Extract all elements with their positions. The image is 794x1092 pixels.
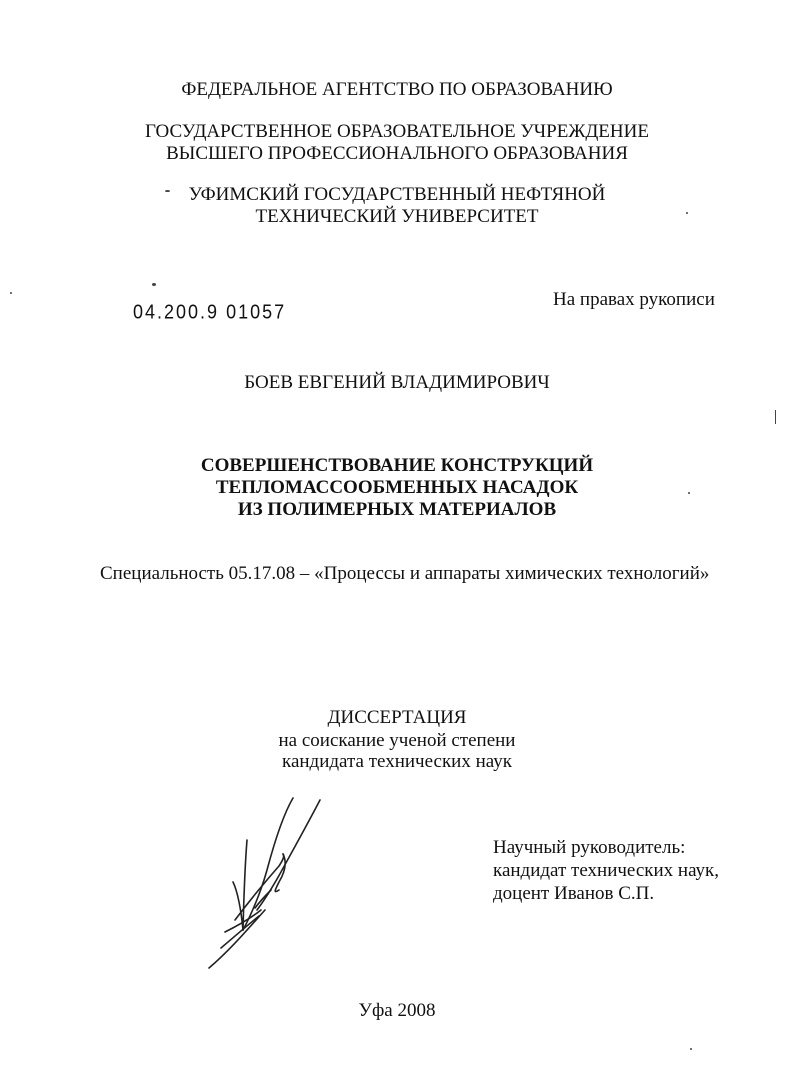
scan-speck xyxy=(775,410,776,424)
supervisor-degree: кандидат технических наук, xyxy=(493,860,720,881)
degree-line-2: кандидата технических наук xyxy=(282,751,512,772)
university-line-1: УФИМСКИЙ ГОСУДАРСТВЕННЫЙ НЕФТЯНОЙ xyxy=(188,184,606,205)
title-line-2: ТЕПЛОМАССООБМЕННЫХ НАСАДОК xyxy=(215,477,579,498)
scan-speck xyxy=(152,283,156,286)
scan-speck xyxy=(686,212,688,214)
supervisor-name: доцент Иванов С.П. xyxy=(493,883,655,904)
institution-line-1: ГОСУДАРСТВЕННОЕ ОБРАЗОВАТЕЛЬНОЕ УЧРЕЖДЕНИЕ xyxy=(145,121,649,142)
author-name: БОЕВ ЕВГЕНИЙ ВЛАДИМИРОВИЧ xyxy=(244,372,550,393)
supervisor-block xyxy=(493,836,719,905)
institution-line-2: ВЫСШЕГО ПРОФЕССИОНАЛЬНОГО ОБРАЗОВАНИЯ xyxy=(166,143,628,164)
agency-title: ФЕДЕРАЛЬНОЕ АГЕНТСТВО ПО ОБРАЗОВАНИЮ xyxy=(181,79,613,100)
manuscript-rights: На правах рукописи xyxy=(553,289,715,310)
title-line-1: СОВЕРШЕНСТВОВАНИЕ КОНСТРУКЦИЙ xyxy=(200,455,594,476)
scan-speck xyxy=(10,292,12,294)
specialty: Специальность 05.17.08 – «Процессы и аппараты химических технологий» xyxy=(100,563,710,584)
handwritten-signature xyxy=(195,790,335,970)
dissertation-heading: ДИССЕРТАЦИЯ xyxy=(327,707,467,728)
scan-speck xyxy=(165,190,170,192)
degree-line-1: на соискание ученой степени xyxy=(278,730,516,751)
scan-speck xyxy=(690,1048,692,1050)
university-line-2: ТЕХНИЧЕСКИЙ УНИВЕРСИТЕТ xyxy=(255,206,539,227)
scan-speck xyxy=(688,492,690,494)
city-year: Уфа 2008 xyxy=(358,1000,436,1021)
registration-number: 04.200.9 01057 xyxy=(133,300,287,323)
supervisor-label: Научный руководитель: xyxy=(493,837,686,858)
title-line-3: ИЗ ПОЛИМЕРНЫХ МАТЕРИАЛОВ xyxy=(237,499,557,520)
